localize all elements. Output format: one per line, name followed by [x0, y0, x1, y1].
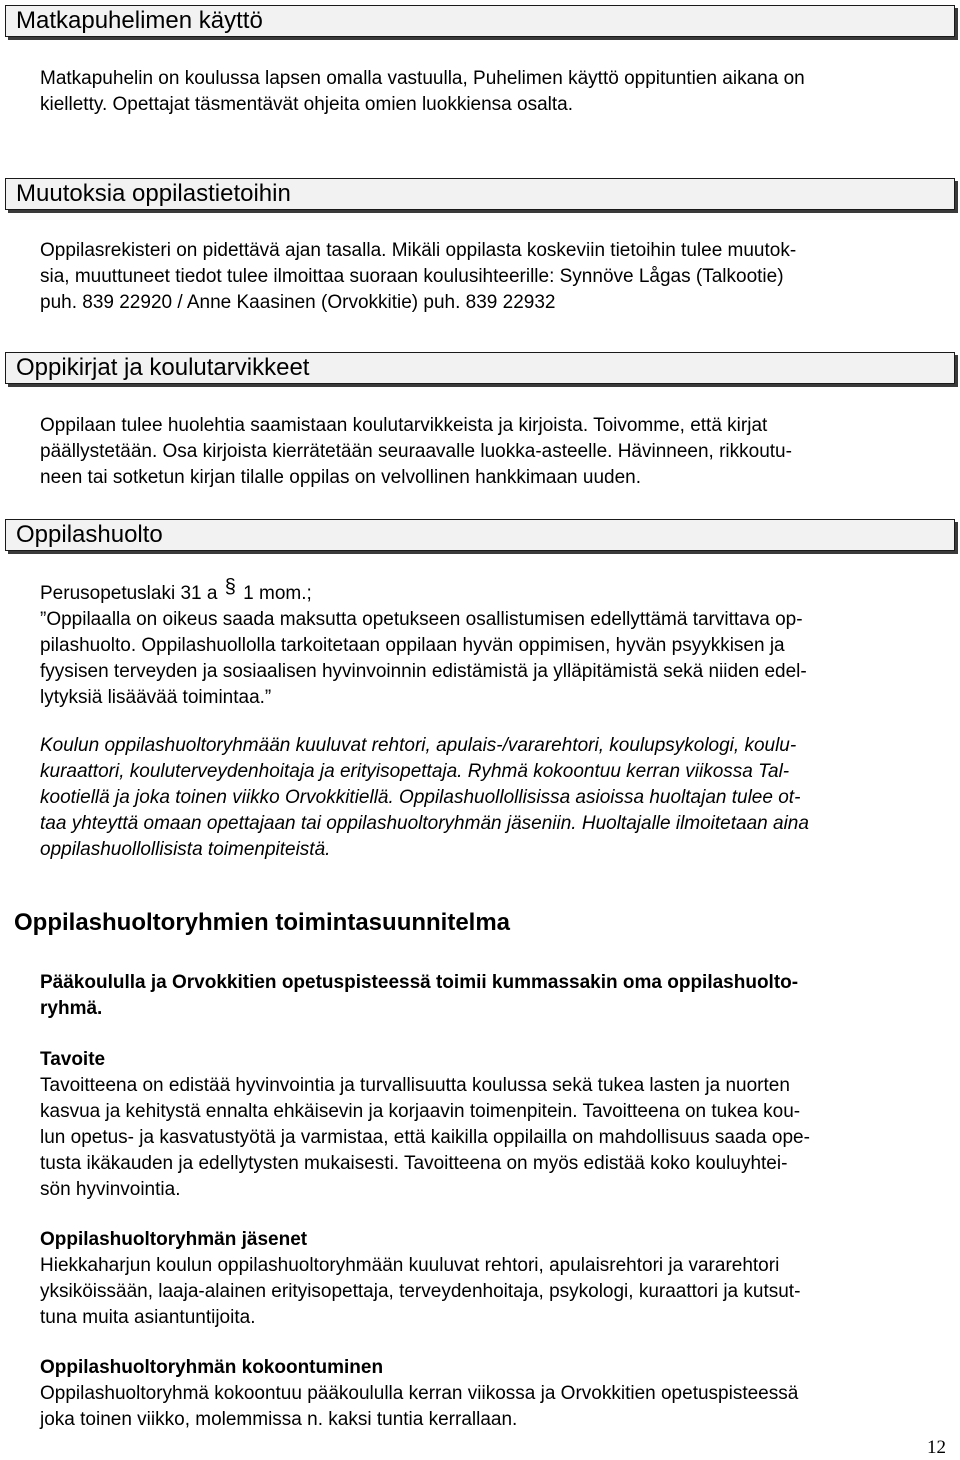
- text-line: kasvua ja kehitystä ennalta ehkäisevin ja korjaavin toimenpitein. Tavoitteena on tukea kou-: [40, 1101, 801, 1122]
- law-suffix: 1 mom.;: [243, 583, 312, 604]
- paragraph-books: [40, 413, 940, 491]
- subsection-heading: Oppilashuoltoryhmän kokoontuminen: [40, 1357, 384, 1378]
- paragraph-mobile: [40, 66, 940, 118]
- text-line: puh. 839 22920 / Anne Kaasinen (Orvokkitie) puh. 839 22932: [40, 292, 556, 313]
- subsection-members: [40, 1227, 940, 1331]
- text-line: kuraattori, kouluterveydenhoitaja ja erityisopettaja. Ryhmä kokoontuu kerran viikossa Tal-: [40, 761, 790, 782]
- page-number: 12: [927, 1437, 946, 1458]
- text-line: taa yhteyttä omaan opettajaan tai oppilashuoltoryhmän jäseniin. Huoltajalle ilmoitetaan aina: [40, 813, 809, 834]
- text-line: Pääkoululla ja Orvokkitien opetuspisteessä toimii kummassakin oma oppilashuolto-: [40, 972, 799, 993]
- text-line: fyysisen terveyden ja sosiaalisen hyvinvoinnin edistämistä ja ylläpitämistä sekä niiden edel-: [40, 661, 807, 682]
- text-line: pilashuolto. Oppilashuollolla tarkoitetaan oppilaan hyvän oppimisen, hyvän psyykkisen ja: [40, 635, 785, 656]
- law-prefix: Perusopetuslaki 31 a: [40, 583, 218, 604]
- text-line: tuna muita asiantuntijoita.: [40, 1307, 256, 1328]
- section-title: Muutoksia oppilastietoihin: [16, 180, 291, 207]
- text-line: Oppilasrekisteri on pidettävä ajan tasalla. Mikäli oppilasta koskeviin tietoihin tulee muutok-: [40, 240, 797, 261]
- paragraph-changes: [40, 238, 940, 316]
- text-line: Oppilashuoltoryhmä kokoontuu pääkoululla kerran viikossa ja Orvokkitien opetuspisteessä: [40, 1383, 799, 1404]
- section-heading-welfare: [5, 519, 955, 551]
- text-line: kootiellä ja joka toinen viikko Orvokkitiellä. Oppilashuollollisissa asioissa huoltajan tulee ot-: [40, 787, 801, 808]
- text-line: Oppilaan tulee huolehtia saamistaan koulutarvikkeista ja kirjoista. Toivomme, että kirjat: [40, 415, 768, 436]
- text-line: yksiköissään, laaja-alainen erityisopettaja, terveydenhoitaja, psykologi, kuraattori ja kutsut-: [40, 1281, 801, 1302]
- text-line: lytyksiä lisäävää toimintaa.”: [40, 687, 272, 708]
- section-heading-changes: [5, 178, 955, 210]
- section-sign: §: [224, 576, 236, 598]
- text-line: kielletty. Opettajat täsmentävät ohjeita omien luokkiensa osalta.: [40, 94, 573, 115]
- section-heading-plan: Oppilashuoltoryhmien toimintasuunnitelma: [14, 909, 511, 936]
- paragraph-welfare-law: [40, 576, 940, 711]
- subsection-heading: Tavoite: [40, 1049, 106, 1070]
- section-heading-mobile: [5, 5, 955, 37]
- section-title: Oppilashuolto: [16, 521, 163, 548]
- text-line: ryhmä.: [40, 998, 103, 1019]
- text-line: tusta ikäkauden ja edellytysten mukaisesti. Tavoitteena on myös edistää koko kouluyhtei-: [40, 1153, 788, 1174]
- text-line: oppilashuollollisista toimenpiteistä.: [40, 839, 331, 860]
- subsection-meeting: [40, 1355, 940, 1433]
- paragraph-welfare-group: [40, 733, 940, 863]
- text-line: joka toinen viikko, molemmissa n. kaksi tuntia kerrallaan.: [40, 1409, 518, 1430]
- subsection-heading: Oppilashuoltoryhmän jäsenet: [40, 1229, 308, 1250]
- text-line: sia, muuttuneet tiedot tulee ilmoittaa suoraan koulusihteerille: Synnöve Lågas (Talkootie): [40, 266, 784, 287]
- text-line: Tavoitteena on edistää hyvinvointia ja turvallisuutta koulussa sekä tukea lasten ja nuorten: [40, 1075, 790, 1096]
- subsection-goal: [40, 1047, 940, 1203]
- paragraph-plan-intro: [40, 970, 940, 1022]
- section-title: Oppikirjat ja koulutarvikkeet: [16, 354, 310, 381]
- section-title: Matkapuhelimen käyttö: [16, 7, 263, 34]
- section-heading-books: [5, 352, 955, 384]
- text-line: neen tai sotketun kirjan tilalle oppilas on velvollinen hankkimaan uuden.: [40, 467, 641, 488]
- text-line: päällystetään. Osa kirjoista kierrätetään seuraavalle luokka-asteelle. Hävinneen, rikkoutu-: [40, 441, 792, 462]
- text-line: sön hyvinvointia.: [40, 1179, 181, 1200]
- text-line: Hiekkaharjun koulun oppilashuoltoryhmään kuuluvat rehtori, apulaisrehtori ja vararehtori: [40, 1255, 780, 1276]
- text-line: lun opetus- ja kasvatustyötä ja varmistaa, että kaikilla oppilailla on mahdollisuus saada ope-: [40, 1127, 810, 1148]
- law-reference: [40, 576, 940, 607]
- text-line: Matkapuhelin on koulussa lapsen omalla vastuulla, Puhelimen käyttö oppituntien aikana on: [40, 68, 805, 89]
- text-line: ”Oppilaalla on oikeus saada maksutta opetukseen osallistumisen edellyttämä tarvittava op-: [40, 609, 803, 630]
- text-line: Koulun oppilashuoltoryhmään kuuluvat rehtori, apulais-/vararehtori, koulupsykologi, koulu-: [40, 735, 797, 756]
